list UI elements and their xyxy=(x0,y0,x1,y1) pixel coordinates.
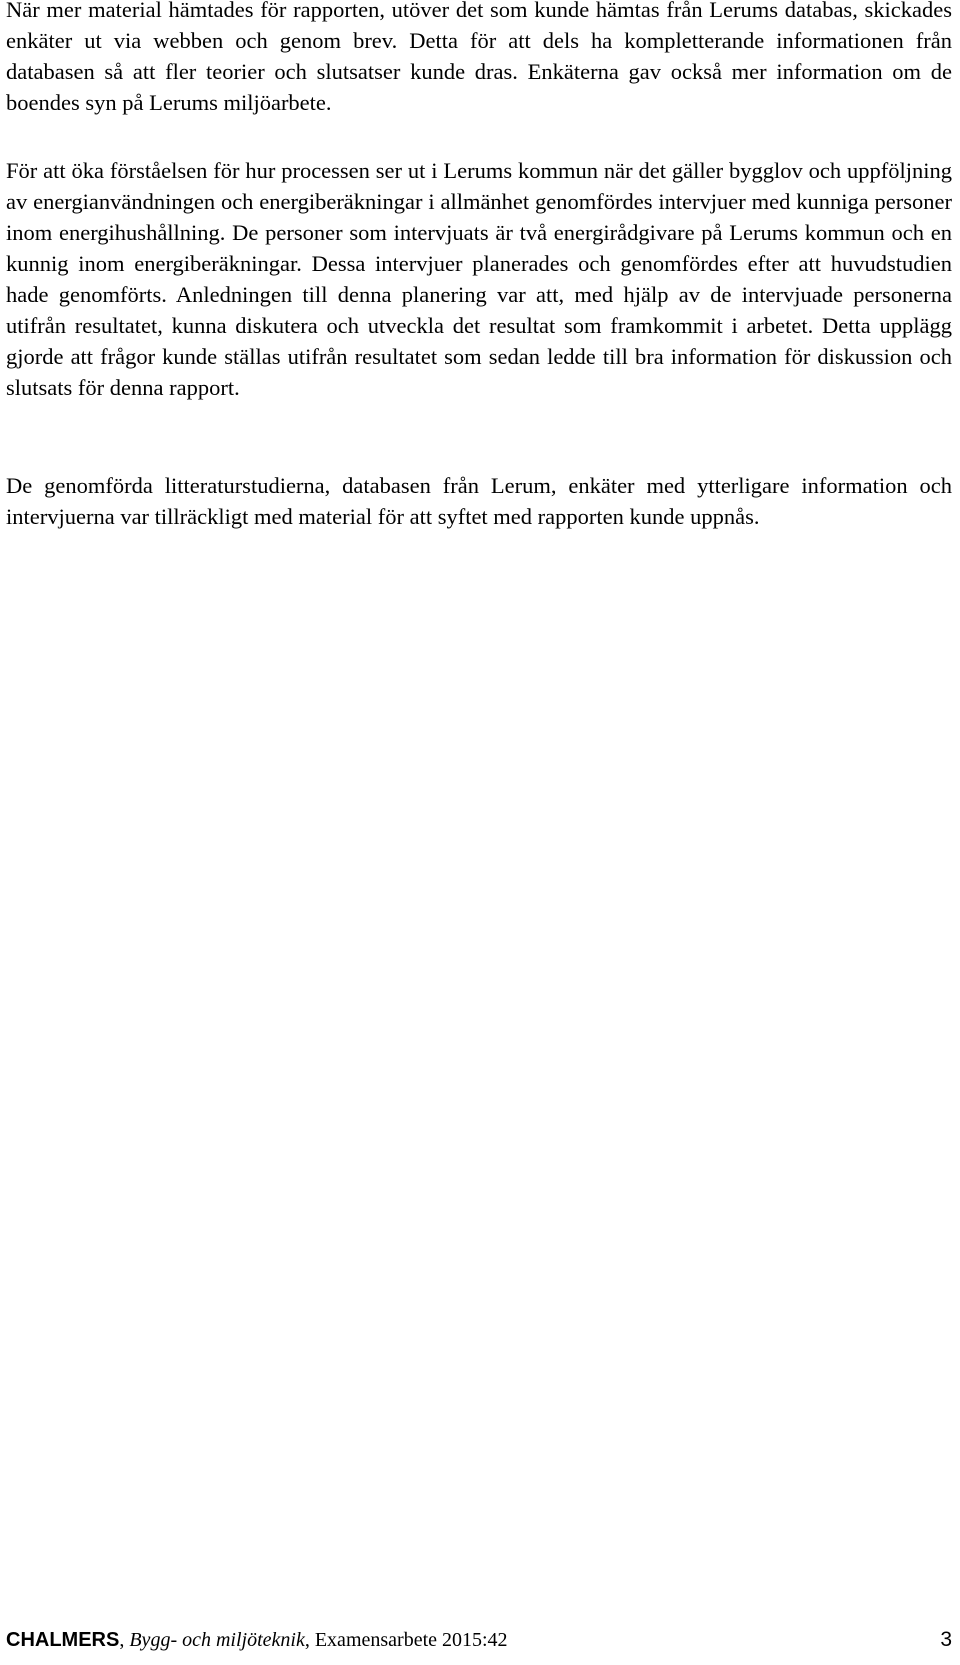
page-footer xyxy=(6,1625,952,1655)
footer-brand: CHALMERS xyxy=(6,1629,120,1651)
footer-thesis-label: , Examensarbete 2015:42 xyxy=(304,1629,508,1651)
footer-department: Bygg- och miljöteknik xyxy=(129,1629,305,1651)
paragraph-interviews: För att öka förståelsen för hur processen ser ut i Lerums kommun när det gäller bygglov och uppföljning av energianvändningen och energiberäkningar i allmänhet genomfördes intervjuer med kunniga personer inom energihushållning. De personer som intervjuats är två energirådgivare på Lerums kommun och en kunnig inom energiberäkningar. Dessa intervjuer planerades och genomfördes efter att huvudstudien hade genomförts. Anledningen till denna planering var att, med hjälp av de intervjuade personerna utifrån resultatet, kunna diskutera och utveckla det resultat som framkommit i arbetet. Detta upplägg gjorde att frågor kunde ställas utifrån resultatet som sedan ledde till bra information för diskussion och slutsats för denna rapport. xyxy=(6,158,952,400)
footer-citation xyxy=(6,1625,508,1655)
page-number: 3 xyxy=(940,1628,952,1651)
footer-separator: , xyxy=(119,1629,130,1651)
paragraph-material-collection: När mer material hämtades för rapporten, utöver det som kunde hämtas från Lerums databas, skickades enkäter ut via webben och genom brev. Detta för att dels ha kompletterande informationen från databasen så att fler teorier och slutsatser kunde dras. Enkäterna gav också mer information om de boendes syn på Lerums miljöarbete. xyxy=(6,0,952,115)
paragraph-conclusion: De genomförda litteraturstudierna, databasen från Lerum, enkäter med ytterligare information och intervjuerna var tillräckligt med material för att syftet med rapporten kunde uppnås. xyxy=(6,473,952,529)
